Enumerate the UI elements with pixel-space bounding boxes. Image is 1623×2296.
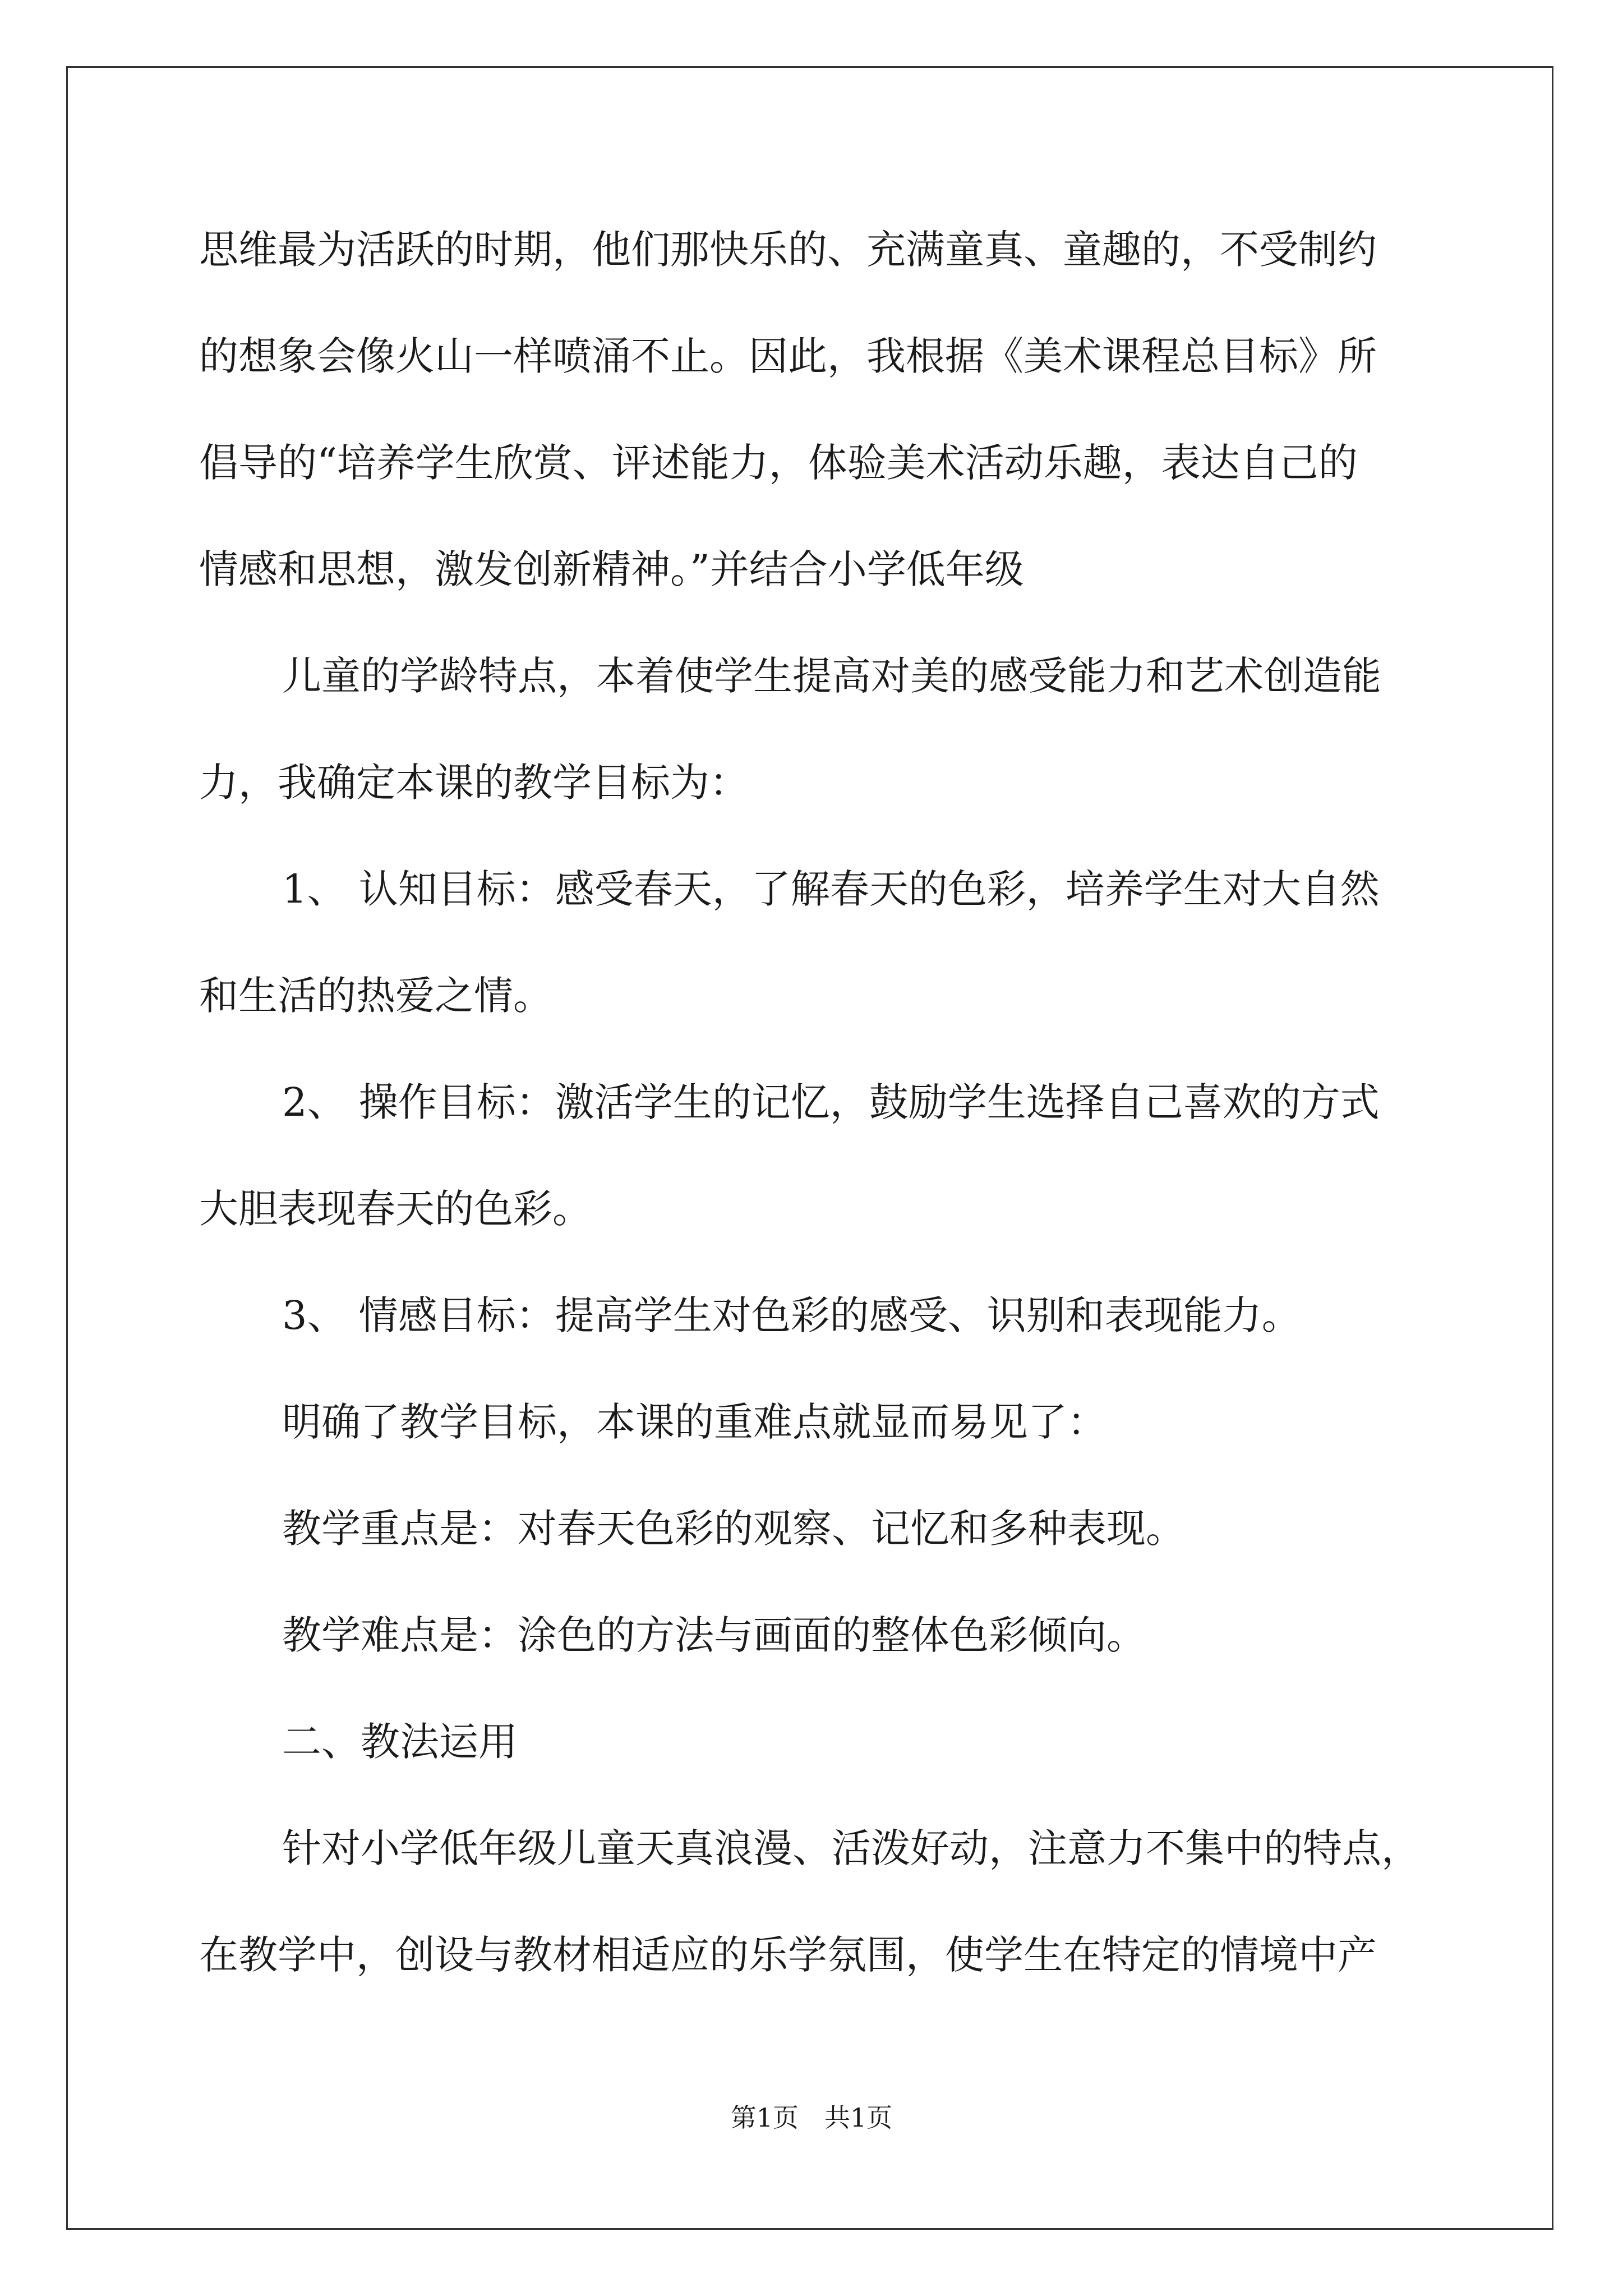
text-line: 在教学中，创设与教材相适应的乐学氛围，使学生在特定的情境中产 <box>199 1932 1377 1978</box>
text-line: 明确了教学目标，本课的重难点就显而易见了： <box>282 1399 1106 1445</box>
text-line: 教学重点是：对春天色彩的观察、记忆和多种表现。 <box>282 1506 1185 1552</box>
page-border <box>66 66 1553 2230</box>
text-line: 儿童的学龄特点，本着使学生提高对美的感受能力和艺术创造能 <box>282 653 1381 699</box>
text-line: 力，我确定本课的教学目标为： <box>199 760 749 806</box>
text-line: 针对小学低年级儿童天真浪漫、活泼好动，注意力不集中的特点， <box>282 1825 1421 1871</box>
section-heading: 二、教法运用 <box>282 1719 518 1765</box>
text-line: 的想象会像火山一样喷涌不止。因此，我根据《美术课程总目标》所 <box>199 333 1377 379</box>
text-line: 教学难点是：涂色的方法与画面的整体色彩倾向。 <box>282 1612 1146 1658</box>
text-line: 2、 操作目标：激活学生的记忆，鼓励学生选择自己喜欢的方式 <box>282 1079 1380 1125</box>
text-line: 倡导的“培养学生欣赏、评述能力，体验美术活动乐趣，表达自己的 <box>199 440 1358 486</box>
text-line: 和生活的热爱之情。 <box>199 973 552 1019</box>
text-line: 大胆表现春天的色彩。 <box>199 1186 592 1232</box>
page-number-footer: 第1页 共1页 <box>730 2102 893 2133</box>
text-line: 3、 情感目标：提高学生对色彩的感受、识别和表现能力。 <box>282 1292 1301 1338</box>
text-line: 情感和思想，激发创新精神。”并结合小学低年级 <box>199 546 1024 592</box>
text-line: 思维最为活跃的时期，他们那快乐的、充满童真、童趣的，不受制约 <box>199 227 1377 273</box>
text-line: 1、 认知目标：感受春天，了解春天的色彩，培养学生对大自然 <box>282 866 1380 912</box>
